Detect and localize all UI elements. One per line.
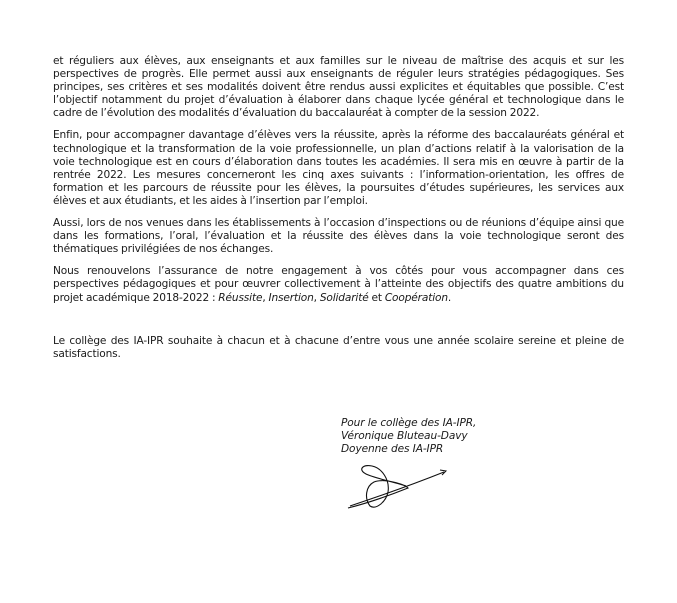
- signature-name: Véronique Bluteau-Davy: [341, 430, 468, 443]
- signature-block: [341, 417, 476, 456]
- engagement-text: Nous renouvelons l’assurance de notre engagement à vos côtés pour vous accompagner dans ces perspectives pédagogiques et pour œuvrer collectivement à l’atteinte des objectifs des quatre ambitions du projet académique 2018-2022 :: [53, 265, 624, 304]
- ambition-reussite: Réussite: [218, 291, 263, 304]
- paragraph-closing: Le collège des IA-IPR souhaite à chacun et à chacune d’entre vous une année scolaire sereine et pleine de satisfactions.: [53, 334, 624, 360]
- ambition-solidarite: Solidarité: [319, 291, 369, 304]
- separator: et: [368, 291, 385, 304]
- signature-line-college: Pour le collège des IA-IPR,: [341, 417, 477, 429]
- paragraph-inspections: Aussi, lors de nos venues dans les établissements à l’occasion d’inspections ou de réunions d’équipe ainsi que dans les formations, l’oral, l’évaluation et la réussite des élèves dans la voie technologique seront des thématiques privilégiées de nos échanges.: [53, 217, 624, 256]
- paragraph-voie-technologique: Enfin, pour accompagner davantage d’élèves vers la réussite, après la réforme des baccalauréats général et technologique et la transformation de la voie professionnelle, un plan d’actions relatif à la valorisation de la voie technologique est en cours d’élaboration dans toutes les académies. Il sera mis en œuvre à partir de la rentrée 2022. Les mesures concerneront les cinq axes suivants : l’information-orientation, les offres de formation et les parcours de réussite pour les élèves, la poursuites d’études supérieures, les services aux élèves et aux étudiants, et les aides à l’insertion par l’emploi.: [53, 129, 624, 207]
- handwritten-signature-icon: [344, 462, 448, 510]
- paragraph-evaluation: et réguliers aux élèves, aux enseignants et aux familles sur le niveau de maîtrise des acquis et sur les perspectives de progrès. Elle permet aussi aux enseignants de réguler leurs stratégies pédagogiques. Ses principes, ses critères et ses modalités doivent être rendus aussi explicites et équitables que possible. C’est l’objectif notamment du projet d’évaluation à élaborer dans chaque lycée général et technologique dans le cadre de l’évolution des modalités d’évaluation du baccalauréat à compter de la session 2022.: [53, 55, 624, 120]
- ambition-insertion: Insertion: [268, 291, 314, 304]
- separator: ,: [313, 291, 320, 304]
- letter-body: [53, 55, 624, 370]
- ambition-cooperation: Coopération: [384, 291, 448, 304]
- period: .: [447, 291, 452, 304]
- signature-title: Doyenne des IA-IPR: [341, 443, 444, 456]
- paragraph-engagement: [53, 265, 624, 304]
- separator: ,: [262, 291, 269, 304]
